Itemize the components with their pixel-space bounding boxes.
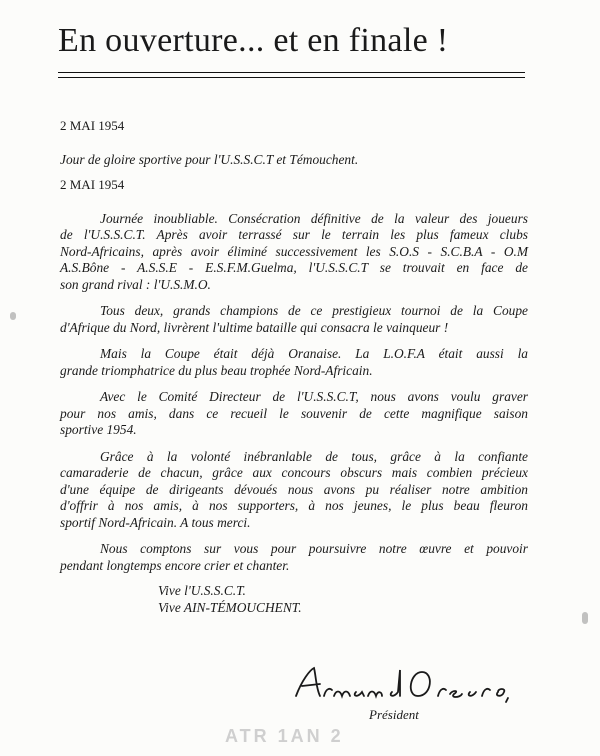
paragraph-line: pendant longtemps encore crier et chanter.: [60, 557, 290, 573]
paragraph-line: Journée inoubliable. Consécration définitive de la valeur des joueurs: [100, 210, 528, 226]
paragraph-line: sportive 1954.: [60, 422, 137, 437]
closing-line: Vive AIN-TÉMOUCHENT.: [158, 600, 302, 615]
closing-line: Vive l'U.S.S.C.T.: [158, 583, 246, 598]
paragraph-line: Nous comptons sur vous pour poursuivre notre œuvre et pouvoir: [100, 541, 528, 556]
paragraph-line: d'Afrique du Nord, livrèrent l'ultime bataille qui consacra le vainqueur !: [60, 319, 449, 335]
paragraph-line: d'une équipe de dirigeants dévoués nous avons pu réaliser notre ambition: [60, 481, 528, 497]
paragraph-line: Mais la Coupe était déjà Oranaise. La L.O.F.A était aussi la: [100, 346, 528, 361]
page-title: En ouverture... et en finale !: [58, 22, 449, 59]
paragraph-line: Grâce à la volonté inébranlable de tous, grâce à la confiante: [100, 448, 528, 464]
paragraph-line: pour nos amis, dans ce recueil le souvenir de cette magnifique saison: [60, 405, 528, 421]
closing-block: [158, 582, 302, 616]
paragraph: [60, 303, 528, 336]
paragraph-line: Nord-Africains, après avoir éliminé successivement les S.O.S - S.C.B.A - O.M: [60, 243, 528, 259]
date-line-2: 2 MAI 1954: [60, 177, 125, 192]
paragraph-line: d'offrir à nos amis, à nos supporters, à nos jeunes, le plus beau fleuron: [60, 498, 528, 513]
paragraph: [60, 346, 528, 379]
faded-stamp: ATR 1AN 2: [225, 726, 344, 746]
date-line: 2 MAI 1954: [60, 118, 125, 133]
paragraph-line: camaraderie de chacun, grâce aux concours obscurs mais combien précieux: [60, 465, 528, 480]
paragraphs: [60, 211, 528, 575]
paragraph-line: son grand rival : l'U.S.M.O.: [60, 276, 211, 292]
paragraph-line: grande triomphatrice du plus beau trophée Nord-Africain.: [60, 362, 373, 378]
paragraph-line: sportif Nord-Africain. A tous merci.: [60, 514, 251, 530]
letter-body: [60, 118, 528, 574]
title-underline-thin: [58, 77, 525, 78]
paragraph: [60, 211, 528, 294]
paragraph-line: A.S.Bône - A.S.S.E - E.S.F.M.Guelma, l'U.S.S.C.T se trouvait en face de: [60, 260, 528, 275]
ink-smudge: [10, 312, 16, 320]
subtitle-line: Jour de gloire sportive pour l'U.S.S.C.T et Témouchent.: [60, 151, 359, 167]
ink-smudge: [582, 612, 588, 624]
paragraph-line: Avec le Comité Directeur de l'U.S.S.C.T, nous avons voulu graver: [100, 389, 528, 404]
title-underline: [58, 72, 525, 73]
signatory-role: Président: [369, 707, 419, 722]
paragraph-line: de l'U.S.S.C.T. Après avoir terrassé sur le terrain les plus fameux clubs: [60, 227, 528, 242]
paragraph: [60, 449, 528, 532]
paragraph-line: Tous deux, grands champions de ce prestigieux tournoi de la Coupe: [100, 303, 528, 318]
paragraph: [60, 541, 528, 574]
paragraph: [60, 389, 528, 439]
